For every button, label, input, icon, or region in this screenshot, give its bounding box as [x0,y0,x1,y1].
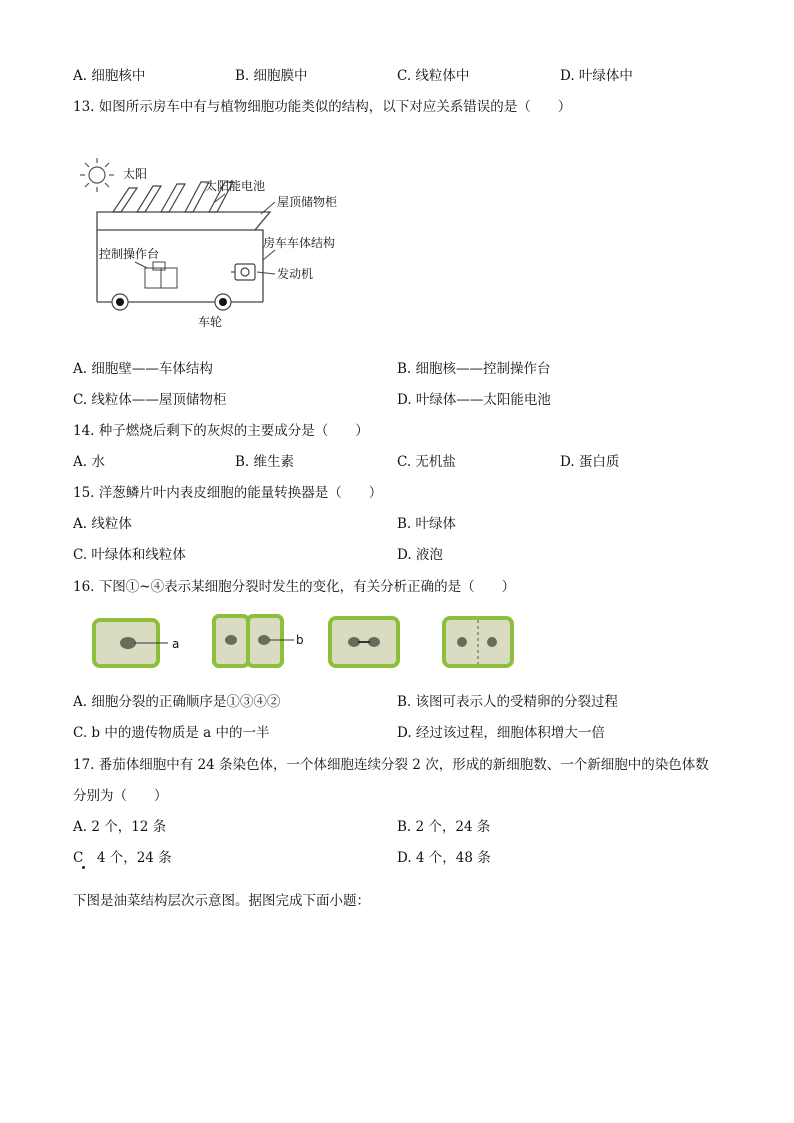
q14-option-b: B. 维生素 [235,454,295,470]
q14-option-a: A. 水 [73,454,105,470]
q12-option-b: B. 细胞膜中 [235,68,308,84]
q16-stem: 16. 下图①~④表示某细胞分裂时发生的变化，有关分析正确的是（ ） [73,579,516,595]
fig-label-console: 控制操作台 [99,247,160,261]
q14-option-d: D. 蛋白质 [560,454,620,470]
q15-option-d: D. 液泡 [397,547,443,563]
q15-option-b: B. 叶绿体 [397,516,457,532]
q17-option-b: B. 2 个，24 条 [397,819,491,835]
fig-label-engine: 发动机 [277,267,314,281]
q16-option-b: B. 该图可表示人的受精卵的分裂过程 [397,694,619,710]
fig-label-a: a [172,637,180,651]
q13-option-a: A. 细胞壁——车体结构 [73,361,213,377]
cell-1 [94,620,168,666]
fig-label-b: b [296,633,304,647]
q17-stem-line1: 17. 番茄体细胞中有 24 条染色体，一个体细胞连续分裂 2 次，形成的新细胞数、一个新细胞中的染色体数 [73,757,709,773]
q15-option-c: C. 叶绿体和线粒体 [73,547,186,563]
q12-option-a: A. 细胞核中 [73,68,146,84]
next-section-intro: 下图是油菜结构层次示意图。据图完成下面小题： [73,893,370,909]
cell-division-figure [88,612,528,672]
q17-stem-line2: 分别为（ ） [73,788,168,804]
q12-option-c: C. 线粒体中 [397,68,470,84]
q17-option-a: A. 2 个，12 条 [73,819,167,835]
sun-icon [80,158,114,192]
q16-option-d: D. 经过该过程，细胞体积增大一倍 [397,725,605,741]
q13-option-c: C. 线粒体——屋顶储物柜 [73,392,227,408]
fig-label-solar-panel: 太阳能电池 [205,179,266,193]
fig-label-roof-cabinet: 屋顶储物柜 [277,195,338,209]
cell-3 [330,618,398,666]
q17-option-c: C 4 个，24 条 [73,850,172,866]
cell-4 [444,618,512,666]
q13-option-b: B. 细胞核——控制操作台 [397,361,551,377]
engine-icon [231,264,255,280]
fig-label-body: 房车车体结构 [263,236,336,250]
console-icon [145,262,177,288]
cell-2 [214,616,294,666]
rv-figure [75,150,355,335]
stray-dot [82,866,85,869]
q14-option-c: C. 无机盐 [397,454,456,470]
fig-label-wheel: 车轮 [198,315,223,329]
q14-stem: 14. 种子燃烧后剩下的灰烬的主要成分是（ ） [73,423,369,439]
q12-option-d: D. 叶绿体中 [560,68,633,84]
q16-option-c: C. b 中的遗传物质是 a 中的一半 [73,725,270,741]
q16-option-a: A. 细胞分裂的正确顺序是①③④② [73,694,281,710]
q13-option-d: D. 叶绿体——太阳能电池 [397,392,551,408]
q15-option-a: A. 线粒体 [73,516,132,532]
q17-option-d: D. 4 个，48 条 [397,850,491,866]
q15-stem: 15. 洋葱鳞片叶内表皮细胞的能量转换器是（ ） [73,485,383,501]
fig-label-sun: 太阳 [123,167,148,181]
q13-stem: 13. 如图所示房车中有与植物细胞功能类似的结构，以下对应关系错误的是（ ） [73,99,572,115]
